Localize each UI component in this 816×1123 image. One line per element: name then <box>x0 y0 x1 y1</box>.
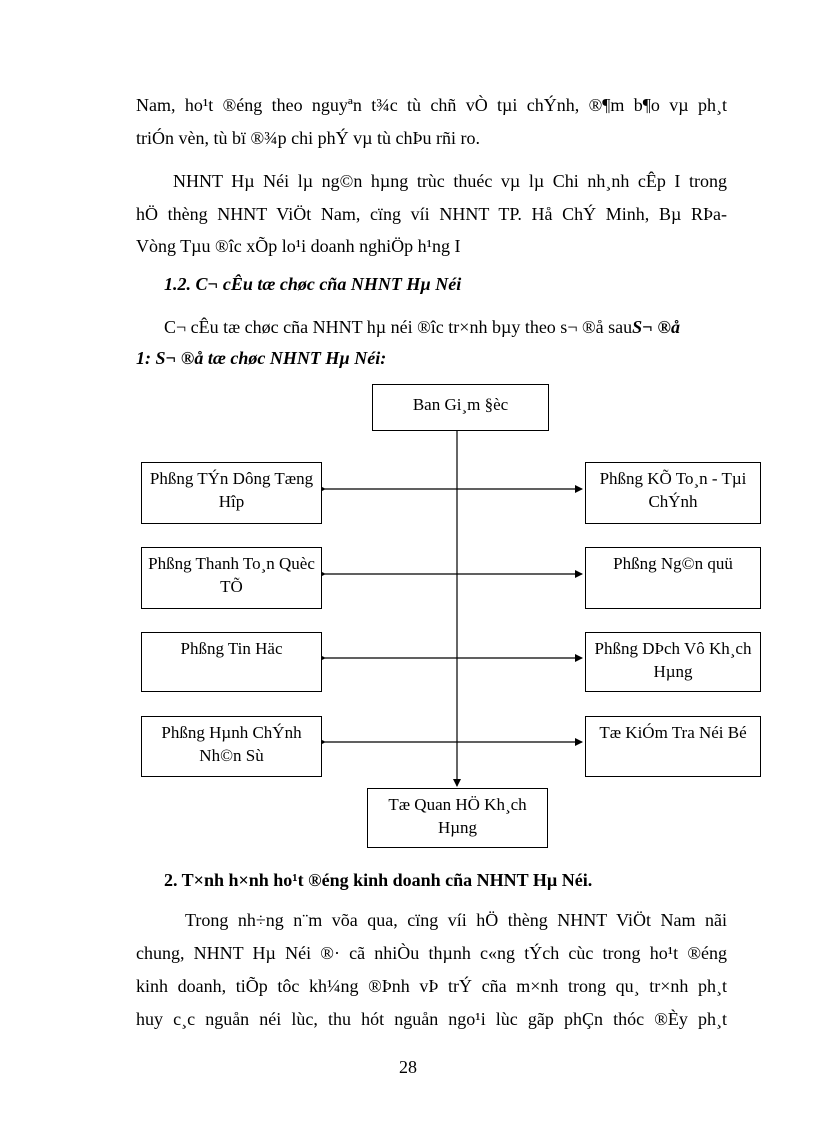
org-box-customer-relations: Tæ Quan HÖ Kh¸ch Hµng <box>367 788 548 848</box>
org-box-right-2: Phßng Ng©n quü <box>585 547 761 609</box>
section-heading-2: 2. T×nh h×nh ho¹t ®éng kinh doanh cña NHNT Hµ Néi. <box>164 870 593 890</box>
figure-caption: 1: S¬ ®å tæ chøc NHNT Hµ Néi: <box>136 348 387 368</box>
para4-line1: Trong nh÷ng n¨m võa qua, cïng víi hÖ thèng NHNT ViÖt Nam nãi <box>185 910 727 930</box>
org-box-right-3: Phßng DÞch Vô Kh¸ch Hµng <box>585 632 761 692</box>
para4-line2: chung, NHNT Hµ Néi ®· cã nhiÒu thµnh c«ng tÝch cùc trong ho¹t ®éng <box>136 943 727 963</box>
org-box-board-of-directors: Ban Gi¸m §èc <box>372 384 549 431</box>
para2-line3: Vòng Tµu ®îc xÕp lo¹i doanh nghiÖp h¹ng I <box>136 236 461 256</box>
para3-text: C¬ cÊu tæ chøc cña NHNT hµ néi ®îc tr×nh bµy theo s¬ ®å sau <box>164 317 633 337</box>
para1-line2: triÓn vèn, tù bï ®¾p chi phÝ vµ tù chÞu rñi ro. <box>136 128 481 148</box>
section-heading-1-2: 1.2. C¬ cÊu tæ chøc cña NHNT Hµ Néi <box>164 274 462 294</box>
para1-line1: Nam, ho¹t ®éng theo nguyªn t¾c tù chñ vÒ tµi chÝnh, ®¶m b¶o vµ ph¸t <box>136 95 727 115</box>
figure-caption-start: S¬ ®å <box>632 317 680 337</box>
para2-line1: NHNT Hµ Néi lµ ng©n hµng trùc thuéc vµ lµ Chi nh¸nh cÊp I trong <box>173 171 727 191</box>
org-box-left-4: Phßng Hµnh ChÝnh Nh©n Sù <box>141 716 322 777</box>
para4-line4: huy c¸c nguån néi lùc, thu hót nguån ngo¹i lùc gãp phÇn thóc ®Èy ph¸t <box>136 1009 727 1029</box>
org-box-right-1: Phßng KÕ To¸n - Tµi ChÝnh <box>585 462 761 524</box>
org-box-right-4: Tæ KiÓm Tra Néi Bé <box>585 716 761 777</box>
para4-line3: kinh doanh, tiÕp tôc kh¼ng ®Þnh vÞ trÝ cña m×nh trong qu¸ tr×nh ph¸t <box>136 976 727 996</box>
org-box-left-1: Phßng TÝn Dông Tæng Hîp <box>141 462 322 524</box>
para2-line2: hÖ thèng NHNT ViÖt Nam, cïng víi NHNT TP. Hå ChÝ Minh, Bµ RÞa- <box>136 204 727 224</box>
page-number: 28 <box>399 1057 417 1077</box>
org-box-left-2: Phßng Thanh To¸n Quèc TÕ <box>141 547 322 609</box>
org-box-left-3: Phßng Tin Häc <box>141 632 322 692</box>
